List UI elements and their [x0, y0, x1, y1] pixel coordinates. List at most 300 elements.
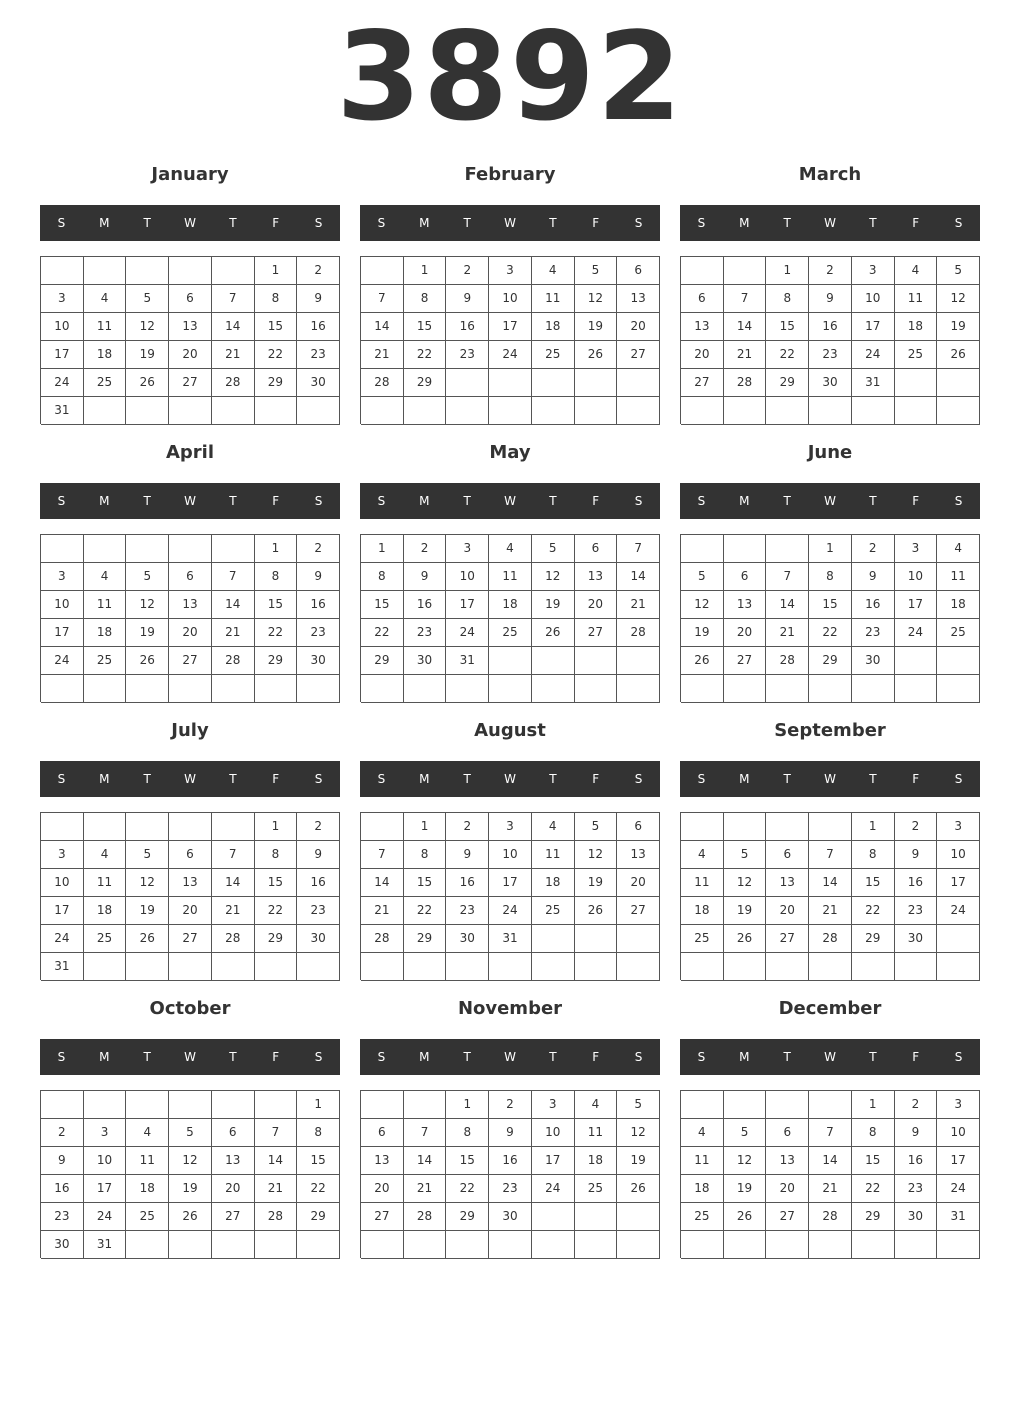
day-cell: 8 [766, 285, 809, 313]
empty-day-cell [766, 1091, 809, 1119]
day-cell: 8 [297, 1119, 340, 1147]
day-cell: 23 [297, 619, 340, 647]
empty-day-cell [489, 397, 532, 425]
day-cell: 10 [446, 563, 489, 591]
day-cell: 27 [361, 1203, 404, 1231]
day-cell: 13 [766, 1147, 809, 1175]
day-grid [360, 256, 660, 424]
empty-day-cell [681, 397, 724, 425]
day-cell: 1 [361, 535, 404, 563]
weekday-label: T [143, 772, 151, 786]
empty-day-cell [297, 1231, 340, 1259]
empty-day-cell [895, 647, 938, 675]
day-cell: 24 [895, 619, 938, 647]
day-cell: 23 [404, 619, 447, 647]
day-cell: 3 [937, 1091, 980, 1119]
empty-day-cell [532, 369, 575, 397]
weekday-label: T [463, 1050, 471, 1064]
empty-day-cell [617, 675, 660, 703]
empty-day-cell [724, 953, 767, 981]
day-cell: 17 [937, 869, 980, 897]
weekday-label: W [824, 216, 836, 230]
weekday-label: M [739, 1050, 750, 1064]
empty-day-cell [617, 925, 660, 953]
day-cell: 12 [575, 285, 618, 313]
empty-day-cell [809, 1231, 852, 1259]
weekday-header [360, 761, 660, 797]
day-cell: 25 [937, 619, 980, 647]
day-cell: 25 [84, 925, 127, 953]
day-cell: 17 [41, 341, 84, 369]
weekday-header [680, 761, 980, 797]
day-cell: 5 [724, 1119, 767, 1147]
day-cell: 15 [809, 591, 852, 619]
day-cell: 6 [169, 285, 212, 313]
empty-day-cell [766, 675, 809, 703]
weekday-label: S [697, 216, 706, 230]
day-cell: 18 [681, 897, 724, 925]
day-cell: 28 [361, 925, 404, 953]
day-cell: 19 [937, 313, 980, 341]
empty-day-cell [895, 397, 938, 425]
day-cell: 28 [617, 619, 660, 647]
day-cell: 1 [404, 813, 447, 841]
weekday-label: S [634, 216, 643, 230]
day-cell: 30 [852, 647, 895, 675]
day-cell: 4 [895, 257, 938, 285]
day-cell: 31 [489, 925, 532, 953]
day-cell: 25 [84, 369, 127, 397]
day-cell: 9 [297, 285, 340, 313]
empty-day-cell [809, 397, 852, 425]
day-cell: 19 [681, 619, 724, 647]
day-cell: 23 [446, 897, 489, 925]
empty-day-cell [446, 369, 489, 397]
day-cell: 11 [489, 563, 532, 591]
weekday-label: T [143, 1050, 151, 1064]
day-cell: 29 [809, 647, 852, 675]
empty-day-cell [809, 953, 852, 981]
weekday-label: T [229, 216, 237, 230]
day-cell: 13 [212, 1147, 255, 1175]
day-cell: 9 [446, 841, 489, 869]
empty-day-cell [84, 257, 127, 285]
day-cell: 8 [809, 563, 852, 591]
day-cell: 16 [852, 591, 895, 619]
weekday-label: S [697, 772, 706, 786]
empty-day-cell [895, 369, 938, 397]
day-cell: 10 [532, 1119, 575, 1147]
empty-day-cell [169, 397, 212, 425]
day-cell: 31 [84, 1231, 127, 1259]
weekday-label: T [143, 216, 151, 230]
day-cell: 11 [84, 869, 127, 897]
weekday-label: W [824, 1050, 836, 1064]
day-cell: 3 [41, 563, 84, 591]
day-cell: 4 [84, 563, 127, 591]
weekday-label: F [912, 772, 920, 786]
day-cell: 29 [404, 925, 447, 953]
empty-day-cell [169, 1231, 212, 1259]
day-cell: 29 [361, 647, 404, 675]
day-cell: 9 [489, 1119, 532, 1147]
day-cell: 19 [617, 1147, 660, 1175]
day-cell: 11 [681, 869, 724, 897]
day-cell: 10 [84, 1147, 127, 1175]
empty-day-cell [489, 1231, 532, 1259]
empty-day-cell [297, 953, 340, 981]
weekday-label: S [697, 494, 706, 508]
day-cell: 11 [84, 313, 127, 341]
day-cell: 6 [361, 1119, 404, 1147]
day-cell: 8 [255, 841, 298, 869]
day-cell: 3 [852, 257, 895, 285]
day-cell: 11 [575, 1119, 618, 1147]
day-cell: 22 [255, 619, 298, 647]
empty-day-cell [937, 369, 980, 397]
empty-day-cell [937, 1231, 980, 1259]
day-cell: 21 [212, 897, 255, 925]
empty-day-cell [575, 1231, 618, 1259]
day-grid [680, 1090, 980, 1258]
empty-day-cell [84, 813, 127, 841]
day-cell: 28 [212, 647, 255, 675]
day-cell: 19 [724, 897, 767, 925]
day-cell: 30 [297, 647, 340, 675]
weekday-label: M [739, 772, 750, 786]
day-cell: 19 [169, 1175, 212, 1203]
day-cell: 1 [255, 257, 298, 285]
day-cell: 13 [617, 285, 660, 313]
empty-day-cell [489, 953, 532, 981]
day-cell: 19 [126, 619, 169, 647]
day-cell: 1 [255, 535, 298, 563]
day-cell: 5 [532, 535, 575, 563]
weekday-label: F [592, 1050, 600, 1064]
day-cell: 23 [852, 619, 895, 647]
empty-day-cell [575, 1203, 618, 1231]
day-cell: 14 [212, 591, 255, 619]
weekday-label: S [314, 772, 323, 786]
day-cell: 29 [255, 647, 298, 675]
day-cell: 18 [532, 869, 575, 897]
day-cell: 21 [212, 619, 255, 647]
empty-day-cell [681, 813, 724, 841]
day-cell: 12 [617, 1119, 660, 1147]
empty-day-cell [937, 953, 980, 981]
weekday-label: T [229, 494, 237, 508]
day-cell: 22 [809, 619, 852, 647]
month-name: May [489, 442, 531, 463]
empty-day-cell [212, 257, 255, 285]
day-cell: 27 [617, 341, 660, 369]
day-cell: 25 [532, 897, 575, 925]
empty-day-cell [212, 675, 255, 703]
day-cell: 25 [681, 1203, 724, 1231]
empty-day-cell [255, 953, 298, 981]
empty-day-cell [212, 953, 255, 981]
day-cell: 14 [809, 869, 852, 897]
empty-day-cell [681, 675, 724, 703]
day-cell: 15 [255, 869, 298, 897]
day-cell: 26 [724, 1203, 767, 1231]
empty-day-cell [361, 1231, 404, 1259]
empty-day-cell [126, 1231, 169, 1259]
day-cell: 22 [404, 341, 447, 369]
day-cell: 8 [404, 841, 447, 869]
day-cell: 4 [84, 841, 127, 869]
empty-day-cell [212, 813, 255, 841]
day-cell: 6 [766, 1119, 809, 1147]
day-cell: 26 [126, 925, 169, 953]
day-grid [40, 1090, 340, 1258]
day-cell: 26 [575, 897, 618, 925]
day-cell: 25 [84, 647, 127, 675]
weekday-label: F [912, 494, 920, 508]
day-cell: 14 [766, 591, 809, 619]
empty-day-cell [532, 953, 575, 981]
empty-day-cell [404, 1091, 447, 1119]
weekday-label: T [783, 1050, 791, 1064]
empty-day-cell [895, 1231, 938, 1259]
day-cell: 2 [446, 813, 489, 841]
empty-day-cell [617, 369, 660, 397]
month-name: August [474, 720, 546, 741]
weekday-label: S [954, 772, 963, 786]
day-cell: 8 [361, 563, 404, 591]
day-cell: 7 [361, 285, 404, 313]
empty-day-cell [809, 1091, 852, 1119]
empty-day-cell [126, 257, 169, 285]
weekday-header [40, 1039, 340, 1075]
day-cell: 12 [169, 1147, 212, 1175]
empty-day-cell [724, 397, 767, 425]
empty-day-cell [361, 675, 404, 703]
empty-day-cell [404, 397, 447, 425]
empty-day-cell [404, 675, 447, 703]
day-cell: 29 [255, 925, 298, 953]
day-cell: 11 [126, 1147, 169, 1175]
day-cell: 21 [617, 591, 660, 619]
day-cell: 2 [41, 1119, 84, 1147]
day-cell: 10 [489, 285, 532, 313]
weekday-label: T [783, 494, 791, 508]
day-cell: 23 [41, 1203, 84, 1231]
day-cell: 27 [169, 925, 212, 953]
empty-day-cell [361, 397, 404, 425]
weekday-header [40, 761, 340, 797]
day-cell: 10 [489, 841, 532, 869]
empty-day-cell [937, 647, 980, 675]
day-cell: 20 [766, 897, 809, 925]
day-cell: 20 [724, 619, 767, 647]
weekday-label: S [954, 494, 963, 508]
weekday-header [680, 483, 980, 519]
day-cell: 15 [766, 313, 809, 341]
day-cell: 23 [489, 1175, 532, 1203]
empty-day-cell [84, 535, 127, 563]
day-cell: 5 [126, 563, 169, 591]
day-cell: 27 [766, 1203, 809, 1231]
day-cell: 17 [446, 591, 489, 619]
weekday-label: S [57, 494, 66, 508]
empty-day-cell [532, 675, 575, 703]
day-cell: 3 [937, 813, 980, 841]
day-cell: 18 [895, 313, 938, 341]
weekday-label: S [634, 494, 643, 508]
empty-day-cell [937, 675, 980, 703]
day-cell: 5 [617, 1091, 660, 1119]
day-cell: 21 [361, 897, 404, 925]
empty-day-cell [575, 925, 618, 953]
weekday-header [40, 205, 340, 241]
day-cell: 28 [404, 1203, 447, 1231]
day-cell: 29 [766, 369, 809, 397]
day-cell: 16 [895, 1147, 938, 1175]
day-cell: 5 [126, 285, 169, 313]
weekday-label: W [184, 494, 196, 508]
empty-day-cell [255, 1091, 298, 1119]
empty-day-cell [575, 397, 618, 425]
empty-day-cell [617, 1231, 660, 1259]
empty-day-cell [126, 675, 169, 703]
weekday-label: F [272, 494, 280, 508]
empty-day-cell [84, 953, 127, 981]
weekday-label: S [377, 772, 386, 786]
day-cell: 28 [724, 369, 767, 397]
day-cell: 2 [489, 1091, 532, 1119]
weekday-label: S [57, 216, 66, 230]
day-cell: 25 [532, 341, 575, 369]
day-cell: 15 [446, 1147, 489, 1175]
day-cell: 11 [532, 841, 575, 869]
weekday-label: T [869, 494, 877, 508]
day-cell: 21 [255, 1175, 298, 1203]
weekday-label: T [463, 216, 471, 230]
day-cell: 4 [532, 257, 575, 285]
weekday-label: S [57, 772, 66, 786]
day-cell: 21 [809, 1175, 852, 1203]
day-cell: 1 [297, 1091, 340, 1119]
day-cell: 1 [255, 813, 298, 841]
empty-day-cell [724, 1231, 767, 1259]
empty-day-cell [404, 953, 447, 981]
day-cell: 11 [895, 285, 938, 313]
day-cell: 18 [575, 1147, 618, 1175]
day-cell: 31 [41, 953, 84, 981]
day-cell: 21 [361, 341, 404, 369]
empty-day-cell [84, 675, 127, 703]
day-cell: 27 [766, 925, 809, 953]
day-cell: 13 [575, 563, 618, 591]
day-cell: 9 [41, 1147, 84, 1175]
day-cell: 8 [404, 285, 447, 313]
empty-day-cell [41, 1091, 84, 1119]
weekday-label: S [954, 216, 963, 230]
weekday-label: W [504, 216, 516, 230]
weekday-label: M [419, 772, 430, 786]
empty-day-cell [809, 675, 852, 703]
day-cell: 11 [84, 591, 127, 619]
empty-day-cell [404, 1231, 447, 1259]
empty-day-cell [617, 1203, 660, 1231]
day-cell: 13 [361, 1147, 404, 1175]
weekday-label: T [463, 494, 471, 508]
day-cell: 13 [169, 869, 212, 897]
day-cell: 13 [169, 591, 212, 619]
day-cell: 20 [169, 897, 212, 925]
weekday-label: F [272, 1050, 280, 1064]
day-cell: 13 [169, 313, 212, 341]
day-cell: 26 [169, 1203, 212, 1231]
weekday-label: W [824, 772, 836, 786]
day-cell: 27 [575, 619, 618, 647]
weekday-header [680, 205, 980, 241]
day-cell: 11 [532, 285, 575, 313]
empty-day-cell [169, 1091, 212, 1119]
day-cell: 30 [895, 925, 938, 953]
day-cell: 14 [617, 563, 660, 591]
day-cell: 19 [575, 313, 618, 341]
day-cell: 26 [532, 619, 575, 647]
day-cell: 28 [809, 1203, 852, 1231]
weekday-label: T [783, 216, 791, 230]
day-cell: 14 [212, 313, 255, 341]
empty-day-cell [766, 1231, 809, 1259]
day-cell: 10 [41, 869, 84, 897]
month-name: September [774, 720, 886, 741]
day-cell: 12 [126, 313, 169, 341]
weekday-label: F [592, 494, 600, 508]
empty-day-cell [852, 953, 895, 981]
day-cell: 20 [766, 1175, 809, 1203]
day-cell: 7 [361, 841, 404, 869]
empty-day-cell [532, 925, 575, 953]
empty-day-cell [169, 953, 212, 981]
day-cell: 1 [404, 257, 447, 285]
day-cell: 22 [852, 1175, 895, 1203]
day-cell: 20 [212, 1175, 255, 1203]
day-cell: 5 [575, 257, 618, 285]
day-cell: 8 [255, 285, 298, 313]
empty-day-cell [446, 397, 489, 425]
day-cell: 7 [404, 1119, 447, 1147]
day-cell: 5 [724, 841, 767, 869]
day-cell: 24 [489, 341, 532, 369]
day-cell: 4 [532, 813, 575, 841]
day-cell: 13 [617, 841, 660, 869]
weekday-header [680, 1039, 980, 1075]
empty-day-cell [681, 257, 724, 285]
day-cell: 10 [937, 841, 980, 869]
weekday-label: T [229, 772, 237, 786]
day-cell: 29 [404, 369, 447, 397]
empty-day-cell [489, 369, 532, 397]
day-cell: 13 [766, 869, 809, 897]
day-cell: 9 [809, 285, 852, 313]
day-cell: 27 [681, 369, 724, 397]
weekday-label: W [824, 494, 836, 508]
empty-day-cell [297, 675, 340, 703]
day-cell: 7 [212, 841, 255, 869]
day-cell: 12 [532, 563, 575, 591]
empty-day-cell [852, 397, 895, 425]
day-cell: 1 [766, 257, 809, 285]
day-cell: 20 [169, 619, 212, 647]
day-cell: 27 [617, 897, 660, 925]
day-cell: 16 [895, 869, 938, 897]
day-cell: 29 [852, 1203, 895, 1231]
